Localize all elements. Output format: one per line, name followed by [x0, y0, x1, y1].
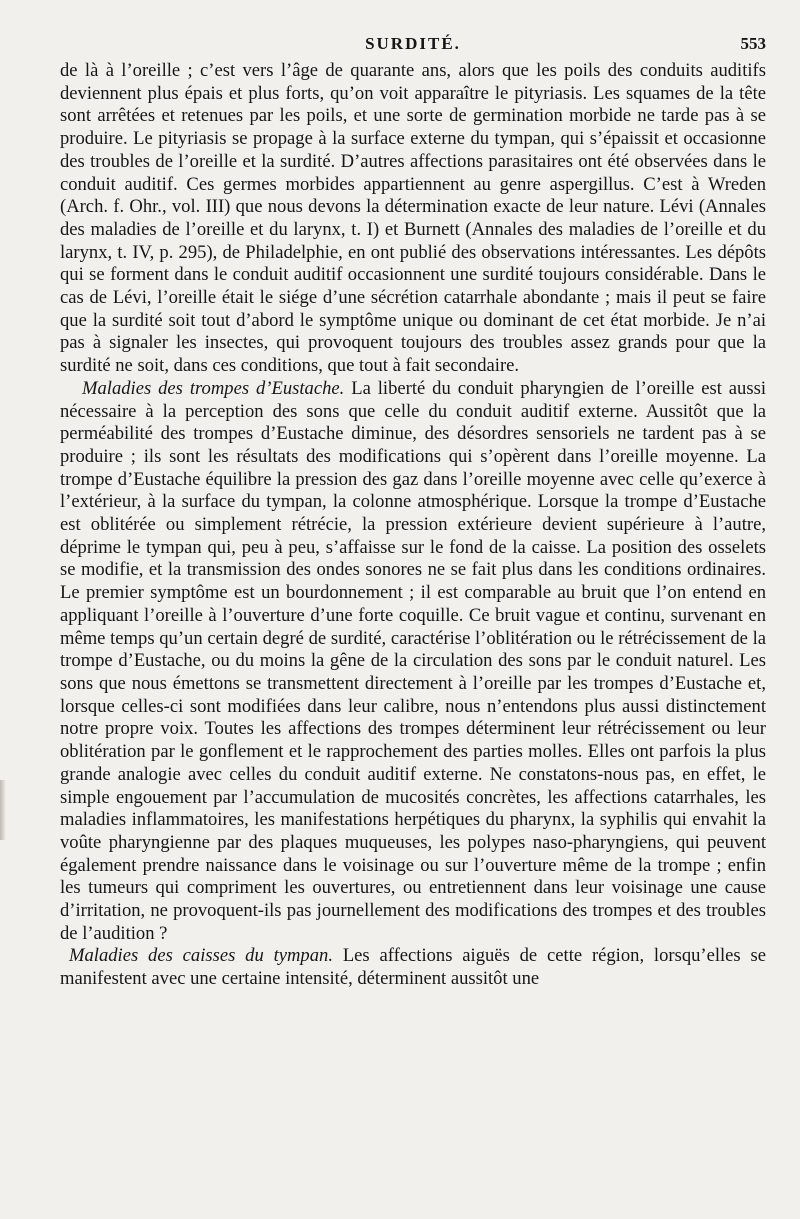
body-text [60, 60, 766, 991]
running-title: SURDITÉ. [365, 34, 461, 53]
page-header [60, 30, 766, 60]
page-number: 553 [740, 34, 766, 53]
book-page [60, 30, 766, 991]
paragraph-eustachian-tubes [60, 378, 766, 946]
section-heading: Maladies des caisses du tympan. [69, 945, 333, 967]
paragraph-tympanic-cavity [60, 945, 766, 990]
paragraph-pityriasis [60, 60, 766, 378]
paragraph-text: de là à l’oreille ; c’est vers l’âge de quarante ans, alors que les poils des conduits auditifs deviennent plus épais et plus forts, qu’on voit apparaître le pityriasis. Les squames de la tête sont arrêtées et retenues par les poils, et une sorte de germination morbide ne tarde pas à se produire. Le pityriasis se propage à la surface externe du tympan, qui s’épaissit et occasionne des troubles de l’oreille et la surdité. D’autres affections parasitaires ont été observées dans le conduit auditif. Ces germes morbides appartiennent au genre aspergillus. C’est à Wreden (Arch. f. Ohr., vol. III) que nous devons la détermination exacte de leur nature. Lévi (Annales des maladies de l’oreille et du larynx, t. I) et Burnett (Annales des maladies de l’oreille et du larynx, t. IV, p. 295), de Philadelphie, en ont publié des observations intéressantes. Les dépôts qui se forment dans le conduit auditif occasionnent une surdité toujours considérable. Dans le cas de Lévi, l’oreille était le siége d’une sécrétion catarrhale abondante ; mais il peut se faire que la surdité soit tout d’abord le symptôme unique ou dominant de cet état morbide. Je n’ai pas à signaler les insectes, qui provoquent toujours des troubles assez grands pour que la surdité ne soit, dans ces conditions, que tout à fait secondaire. [60, 60, 766, 377]
section-heading: Maladies des trompes d’Eustache. [82, 377, 345, 399]
page-edge-shadow [0, 780, 6, 840]
paragraph-text: Les affections aiguës de cette région, lorsqu’elles se manifestent avec une certaine intensité, déterminent aussitôt une [60, 945, 766, 990]
paragraph-text: La liberté du conduit pharyngien de l’oreille est aussi nécessaire à la perception des sons que celle du conduit auditif externe. Aussitôt que la perméabilité des trompes d’Eustache diminue, des désordres sensoriels ne tardent pas à se produire ; ils sont les résultats des modifications qui s’opèrent dans l’oreille moyenne. La trompe d’Eustache équilibre la pression des gaz dans l’oreille moyenne avec celle qu’exerce à l’extérieur, à la surface du tympan, la colonne atmosphérique. Lorsque la trompe d’Eustache est oblitérée ou simplement rétrécie, la pression extérieure devient supérieure à l’autre, déprime le tympan qui, peu à peu, s’affaisse sur le fond de la caisse. La position des osselets se modifie, et la transmission des ondes sonores ne se fait plus dans les conditions ordinaires. Le premier symptôme est un bourdonnement ; il est comparable au bruit que l’on entend en appliquant l’oreille à l’ouverture d’une forte coquille. Ce bruit vague et continu, survenant en même temps qu’un certain degré de surdité, caractérise l’oblitération ou le rétrécissement de la trompe d’Eustache, ou du moins la gêne de la circulation des sons par le conduit naturel. Les sons que nous émettons se transmettent directement à l’oreille par les trompes d’Eustache et, lorsque celles-ci sont modifiées dans leur calibre, nous n’entendons plus aussi distinctement notre propre voix. Toutes les affections des trompes déterminent leur rétrécissement ou leur oblitération par le gonflement et le rapprochement des parties molles. Elles ont parfois la plus grande analogie avec celles du conduit auditif externe. Ne constatons-nous pas, en effet, le simple engouement par l’accumulation de mucosités concrètes, les affections catarrhales, les maladies inflammatoires, les manifestations herpétiques du pharynx, la syphilis qui envahit la voûte pharyngienne par des plaques muqueuses, les polypes naso-pharyngiens, qui peuvent également prendre naissance dans le voisinage ou sur l’ouverture même de la trompe ; enfin les tumeurs qui compriment les ouvertures, ou entretiennent dans leur voisinage une cause d’irritation, ne provoquent-ils pas journellement des modifications des trompes et des troubles de l’audition ? [60, 377, 766, 944]
